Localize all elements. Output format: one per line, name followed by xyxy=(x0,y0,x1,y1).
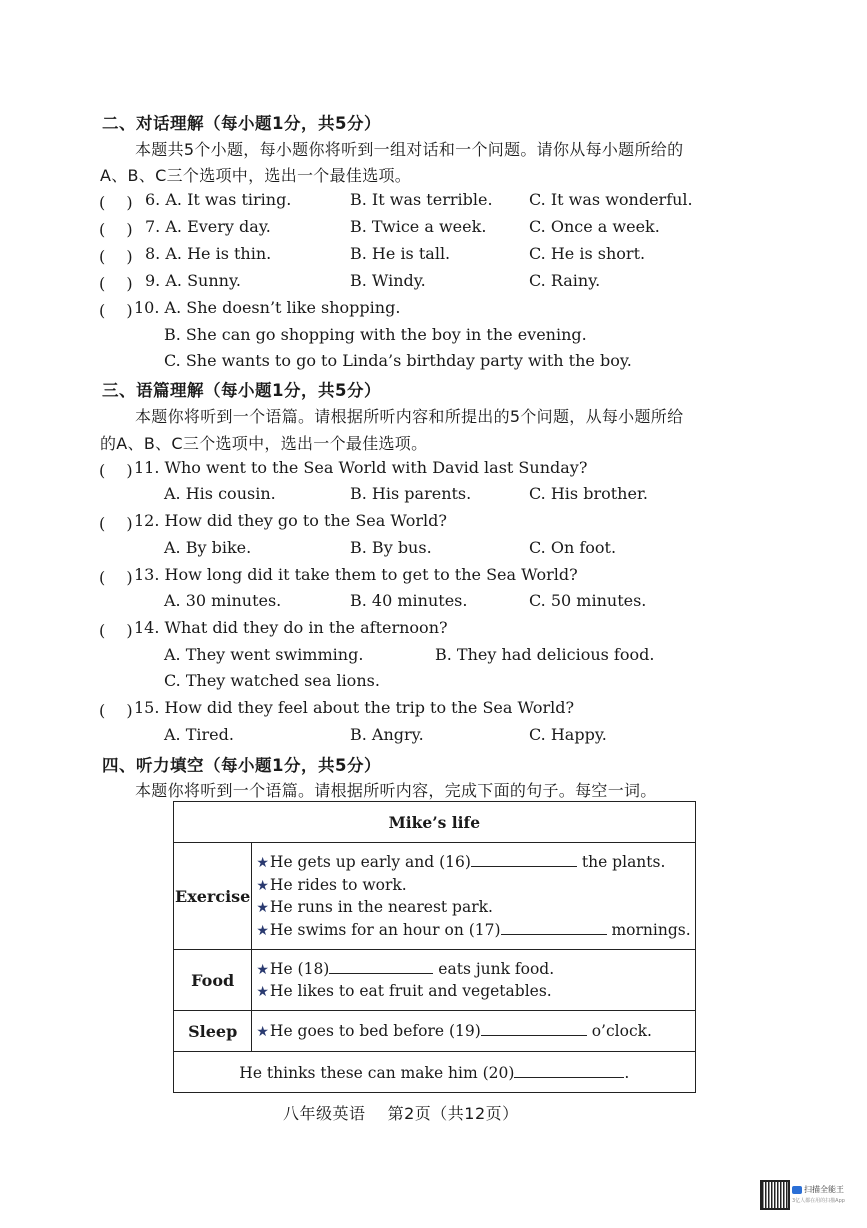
option-a: 8. A. He is thin. xyxy=(145,244,272,263)
option-a: A. They went swimming. xyxy=(164,645,364,664)
exercise-label: Exercise xyxy=(174,843,252,950)
exercise-line-2: He rides to work. xyxy=(269,875,407,894)
option-a: 9. A. Sunny. xyxy=(145,271,241,290)
option-a: A. Tired. xyxy=(164,725,234,744)
option-a: A. By bike. xyxy=(164,538,252,557)
answer-bracket[interactable]: ( ) xyxy=(99,621,133,640)
answer-bracket[interactable]: ( ) xyxy=(99,301,133,320)
section-4-intro: 本题你将听到一个语篇。请根据所听内容，完成下面的句子。每空一词。 xyxy=(135,781,657,800)
section-2-title: 二、对话理解（每小题1分，共5分） xyxy=(102,114,381,133)
mikes-life-table xyxy=(173,801,696,1093)
blank-18[interactable] xyxy=(329,959,433,974)
answer-bracket[interactable]: ( ) xyxy=(99,514,133,533)
blank-19[interactable] xyxy=(481,1021,587,1036)
option-c: C. They watched sea lions. xyxy=(164,671,380,690)
page-footer: 八年级英语 第2页（共12页） xyxy=(283,1104,519,1123)
scanner-logo-icon xyxy=(792,1186,802,1194)
scanner-badge xyxy=(792,1184,850,1206)
section-3-title: 三、语篇理解（每小题1分，共5分） xyxy=(102,381,381,400)
option-b: B. It was terrible. xyxy=(350,190,493,209)
option-c: C. Rainy. xyxy=(529,271,601,290)
option-c: C. Once a week. xyxy=(529,217,660,236)
section-2-intro-line1: 本题共5个小题，每小题你将听到一组对话和一个问题。请你从每小题所给的 xyxy=(135,140,684,159)
food-line-2: He likes to eat fruit and vegetables. xyxy=(269,982,552,1000)
section-4-title: 四、听力填空（每小题1分，共5分） xyxy=(102,756,381,775)
option-a: A. 30 minutes. xyxy=(164,591,282,610)
option-b: B. By bus. xyxy=(350,538,432,557)
option-c: C. Happy. xyxy=(529,725,607,744)
question-stem: 13. How long did it take them to get to the Sea World? xyxy=(134,565,578,584)
section-2-intro-line2: A、B、C三个选项中，选出一个最佳选项。 xyxy=(100,166,412,185)
question-stem: 14. What did they do in the afternoon? xyxy=(134,618,448,637)
exercise-line-3: He runs in the nearest park. xyxy=(269,898,493,916)
question-stem: 12. How did they go to the Sea World? xyxy=(134,511,447,530)
option-c: C. It was wonderful. xyxy=(529,190,693,209)
answer-bracket[interactable]: ( ) xyxy=(99,220,133,239)
option-b: B. They had delicious food. xyxy=(435,645,655,664)
option-b: B. Angry. xyxy=(350,725,424,744)
food-line-1-post: eats junk food. xyxy=(438,959,555,978)
star-icon: ★ xyxy=(256,900,269,916)
answer-bracket[interactable]: ( ) xyxy=(99,461,133,480)
option-b: B. Twice a week. xyxy=(350,217,487,236)
exercise-line-4-post: mornings. xyxy=(611,920,691,939)
qr-code-icon xyxy=(760,1180,790,1210)
food-line-1-pre: He (18) xyxy=(269,959,330,978)
sleep-label: Sleep xyxy=(174,1011,252,1052)
exercise-cell xyxy=(252,843,695,950)
exercise-line-1-pre: He gets up early and (16) xyxy=(269,853,471,871)
star-icon: ★ xyxy=(256,922,269,939)
star-icon: ★ xyxy=(256,1023,269,1040)
question-stem: 15. How did they feel about the trip to the Sea World? xyxy=(134,698,575,717)
option-c: C. She wants to go to Linda’s birthday party with the boy. xyxy=(164,351,632,370)
option-c: C. He is short. xyxy=(529,244,646,263)
blank-16[interactable] xyxy=(471,852,577,867)
option-a: 10. A. She doesn’t like shopping. xyxy=(134,298,401,317)
summary-post: . xyxy=(624,1063,630,1082)
option-b: B. Windy. xyxy=(350,271,426,290)
answer-bracket[interactable]: ( ) xyxy=(99,193,133,212)
star-icon: ★ xyxy=(256,855,269,871)
option-a: 6. A. It was tiring. xyxy=(145,190,292,209)
option-a: 7. A. Every day. xyxy=(145,217,271,236)
sleep-line-1-pre: He goes to bed before (19) xyxy=(269,1021,481,1040)
answer-bracket[interactable]: ( ) xyxy=(99,701,133,720)
option-b: B. 40 minutes. xyxy=(350,591,468,610)
answer-bracket[interactable]: ( ) xyxy=(99,247,133,266)
blank-20[interactable] xyxy=(514,1063,624,1078)
food-label: Food xyxy=(174,950,252,1011)
option-c: C. On foot. xyxy=(529,538,617,557)
sleep-cell xyxy=(252,1011,695,1052)
option-b: B. His parents. xyxy=(350,484,472,503)
option-c: C. His brother. xyxy=(529,484,648,503)
table-title: Mike’s life xyxy=(174,802,696,843)
option-b: B. He is tall. xyxy=(350,244,451,263)
star-icon: ★ xyxy=(256,984,269,1000)
section-3-intro-line2: 的A、B、C三个选项中，选出一个最佳选项。 xyxy=(100,434,428,453)
sleep-line-1-post: o’clock. xyxy=(591,1021,652,1040)
summary-row xyxy=(174,1052,696,1093)
food-cell xyxy=(252,950,695,1011)
scanner-label: 扫描全能王 xyxy=(804,1185,844,1194)
option-b: B. She can go shopping with the boy in the evening. xyxy=(164,325,587,344)
question-stem: 11. Who went to the Sea World with David last Sunday? xyxy=(134,458,588,477)
exercise-line-4-pre: He swims for an hour on (17) xyxy=(269,920,501,939)
scanner-sub: 3亿人都在用的扫描App xyxy=(792,1198,845,1204)
exercise-line-1-post: the plants. xyxy=(581,853,666,871)
option-a: A. His cousin. xyxy=(164,484,276,503)
option-c: C. 50 minutes. xyxy=(529,591,647,610)
blank-17[interactable] xyxy=(501,920,607,935)
summary-pre: He thinks these can make him (20) xyxy=(239,1063,515,1082)
answer-bracket[interactable]: ( ) xyxy=(99,568,133,587)
star-icon: ★ xyxy=(256,961,269,978)
star-icon: ★ xyxy=(256,877,269,894)
answer-bracket[interactable]: ( ) xyxy=(99,274,133,293)
section-3-intro-line1: 本题你将听到一个语篇。请根据所听内容和所提出的5个问题，从每小题所给 xyxy=(135,407,684,426)
